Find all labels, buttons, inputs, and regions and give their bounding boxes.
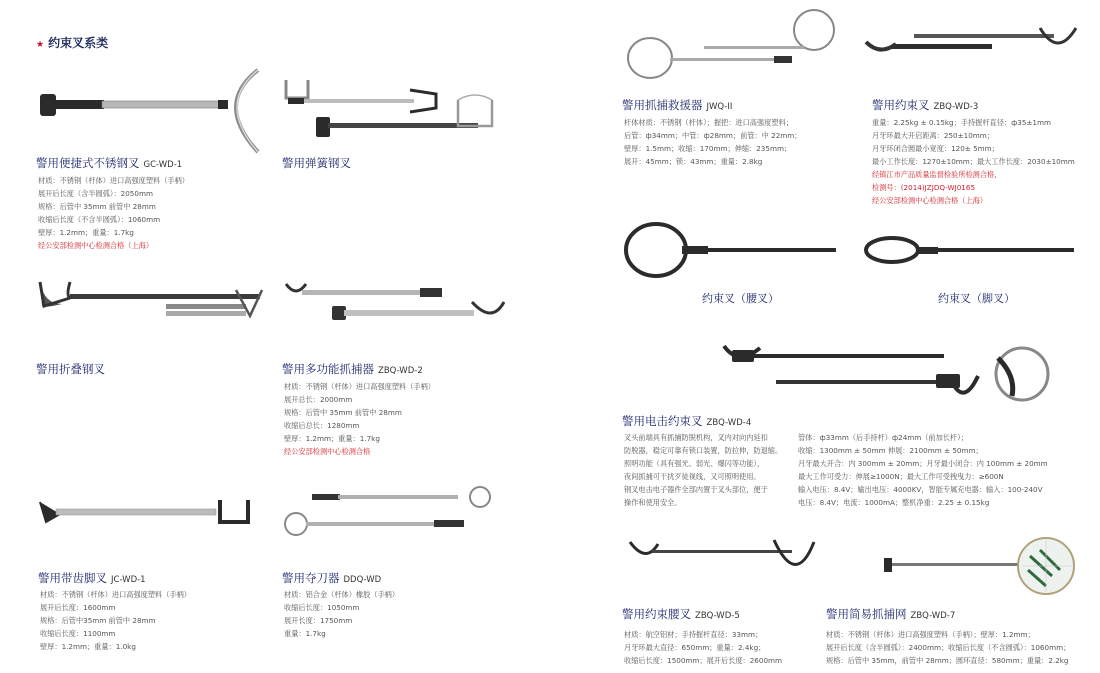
product-image-folding — [36, 276, 266, 336]
product-title-zbqwd2: 警用多功能抓捕器 ZBQ-WD-2 — [282, 362, 423, 376]
spec-list-zbqwd2: 材质：不锈钢（杆体）进口高强度塑料（手柄） 展开总长：2000mm 规格：后管中 35mm 前管中 28mm 收缩后总长：1280mm 壁厚：1.2mm；重量：1.7kg 经公安部检测中心检测合格 — [284, 382, 435, 456]
description-zbqwd4: 叉头前端具有抓捕防脱机构，叉内对向内延扣 防脱器，稳定可靠有锁口装置，防拉伸，防退缩。 照明功能（具有强光、弱光、爆闪等功能）， 夜间抓捕可干扰歹徒视线，又可照明使用。 钢叉电击电子器件全部内置于叉头部位，便于 操作和使用安全。 — [624, 433, 783, 507]
product-image-spring — [280, 72, 510, 150]
product-image-jwq2 — [624, 8, 844, 88]
product-image-zbqwd4 — [716, 336, 1066, 416]
product-title-jwq2: 警用抓捕救援器 JWQ-II — [622, 98, 733, 112]
certification-note: 经公安部检测中心检测合格（上海） — [872, 196, 988, 205]
spec-list-zbqwd7: 材质：不锈钢（杆体）进口高强度塑料（手柄）；壁厚：1.2mm； 展开后长度（含半圆弧）：2400mm；收缩后长度（不含圆弧）：1060mm； 规格：后管中 35mm，前管中 28mm；圆环直径：580mm；重量：2.2kg — [826, 630, 1071, 665]
product-title-jcwd1: 警用带齿脚叉 JC-WD-1 — [38, 571, 146, 585]
product-image-zbqwd3 — [862, 18, 1082, 74]
spec-list-zbqwd5: 材质：航空铝材；手持握杆直径：33mm； 月牙环最大直径：650mm；重量：2.4kg； 收缩后长度：1500mm；展开后长度：2600mm — [624, 630, 783, 665]
product-title-zbqwd7: 警用简易抓捕网 ZBQ-WD-7 — [826, 607, 956, 621]
product-image-jcwd1 — [36, 496, 256, 532]
spec-list-jwq2: 杆体材质：不锈钢（杆体）；握把：进口高强度塑料； 后管：ф34mm；中管：ф28mm；前管：中 22mm； 壁厚：1.5mm；收缩：170mm；伸缩：235mm； 展开：45mm；锁：43mm；重量：2.8kg — [624, 118, 802, 166]
certification-note: 经镇江市产品质量监督检验所检测合格， — [872, 170, 1002, 179]
product-image-zbqwd5 — [624, 536, 816, 596]
certification-note: 经公安部检测中心检测合格 — [284, 447, 371, 456]
product-title-spring: 警用弹簧钢叉 — [282, 156, 351, 170]
spec-list-zbqwd4: 管体：ф33mm（后手持杆）ф24mm（前加长杆）； 收缩：1300mm ± 50mm 伸展：2100mm ± 50mm； 月牙最大开合：内 300mm ± 20mm；月牙最小闭合：内 100mm ± 20mm 最大工作可受力：伸展≥1000N；最大工作可受拽曳力：≥600N 输入电压：8.4V；输出电压：4000KV，智能专属充电器：输入：100-240V 电压：8.4V；电流：1000mA；整机净重：2.25 ± 0.15kg — [798, 433, 1048, 507]
product-title-zbqwd3: 警用约束叉 ZBQ-WD-3 — [872, 98, 979, 112]
spec-list-ddqwd: 材质：铝合金（杆体）橡胶（手柄） 收缩后长度：1050mm 展开长度：1750mm 重量：1.7kg — [284, 590, 400, 638]
red-star-icon: ★ — [36, 40, 45, 50]
certification-note: 检测号：(2014)JZJDQ-WJ0165 — [872, 183, 976, 192]
product-title-gcwd1: 警用便捷式不锈钢叉 GC-WD-1 — [36, 156, 183, 170]
spec-list-jcwd1: 材质：不锈钢（杆体）进口高强度塑料（手柄） 展开后长度：1600mm 规格：后管中35mm 前管中 28mm 收缩后长度：1100mm 壁厚：1.2mm；重量：1.0kg — [40, 590, 191, 651]
product-title-foot: 约束叉（脚叉） — [938, 292, 1015, 305]
product-image-waist — [624, 220, 842, 284]
product-image-ddqwd — [282, 486, 502, 542]
product-image-gcwd1 — [36, 66, 266, 156]
product-image-zbqwd2 — [282, 280, 512, 330]
product-title-zbqwd4: 警用电击约束叉 ZBQ-WD-4 — [622, 414, 752, 428]
product-title-folding: 警用折叠钢叉 — [36, 362, 105, 376]
product-image-foot — [862, 234, 1080, 270]
product-title-ddqwd: 警用夺刀器 DDQ-WD — [282, 571, 382, 585]
product-title-zbqwd5: 警用约束腰叉 ZBQ-WD-5 — [622, 607, 740, 621]
product-image-zbqwd7 — [880, 530, 1080, 602]
section-title: ★ 约束叉系类 — [36, 36, 109, 50]
spec-list-gcwd1: 材质：不锈钢（杆体）进口高强度塑料（手柄） 展开后长度（含半圆弧）：2050mm 规格：后管中 35mm 前管中 28mm 收缩后长度（不含半圆弧）：1060mm 壁厚：1.2mm；重量：1.7kg 经公安部检测中心检测合格（上海） — [38, 176, 189, 250]
spec-list-zbqwd3: 重量：2.25kg ± 0.15kg；手持握杆直径：ф35±1mm 月牙环最大开启距离：250±10mm； 月牙环闭合圆最小宽度：120± 5mm； 最小工作长度：1270±10mm；最大工作长度：2030±10mm 经镇江市产品质量监督检验所检测合格， 检测号：(2014)JZJDQ-WJ0165 经公安部检测中心检测合格（上海） — [872, 118, 1075, 205]
certification-note: 经公安部检测中心检测合格（上海） — [38, 241, 154, 250]
product-title-waist: 约束叉（腰叉） — [702, 292, 779, 305]
